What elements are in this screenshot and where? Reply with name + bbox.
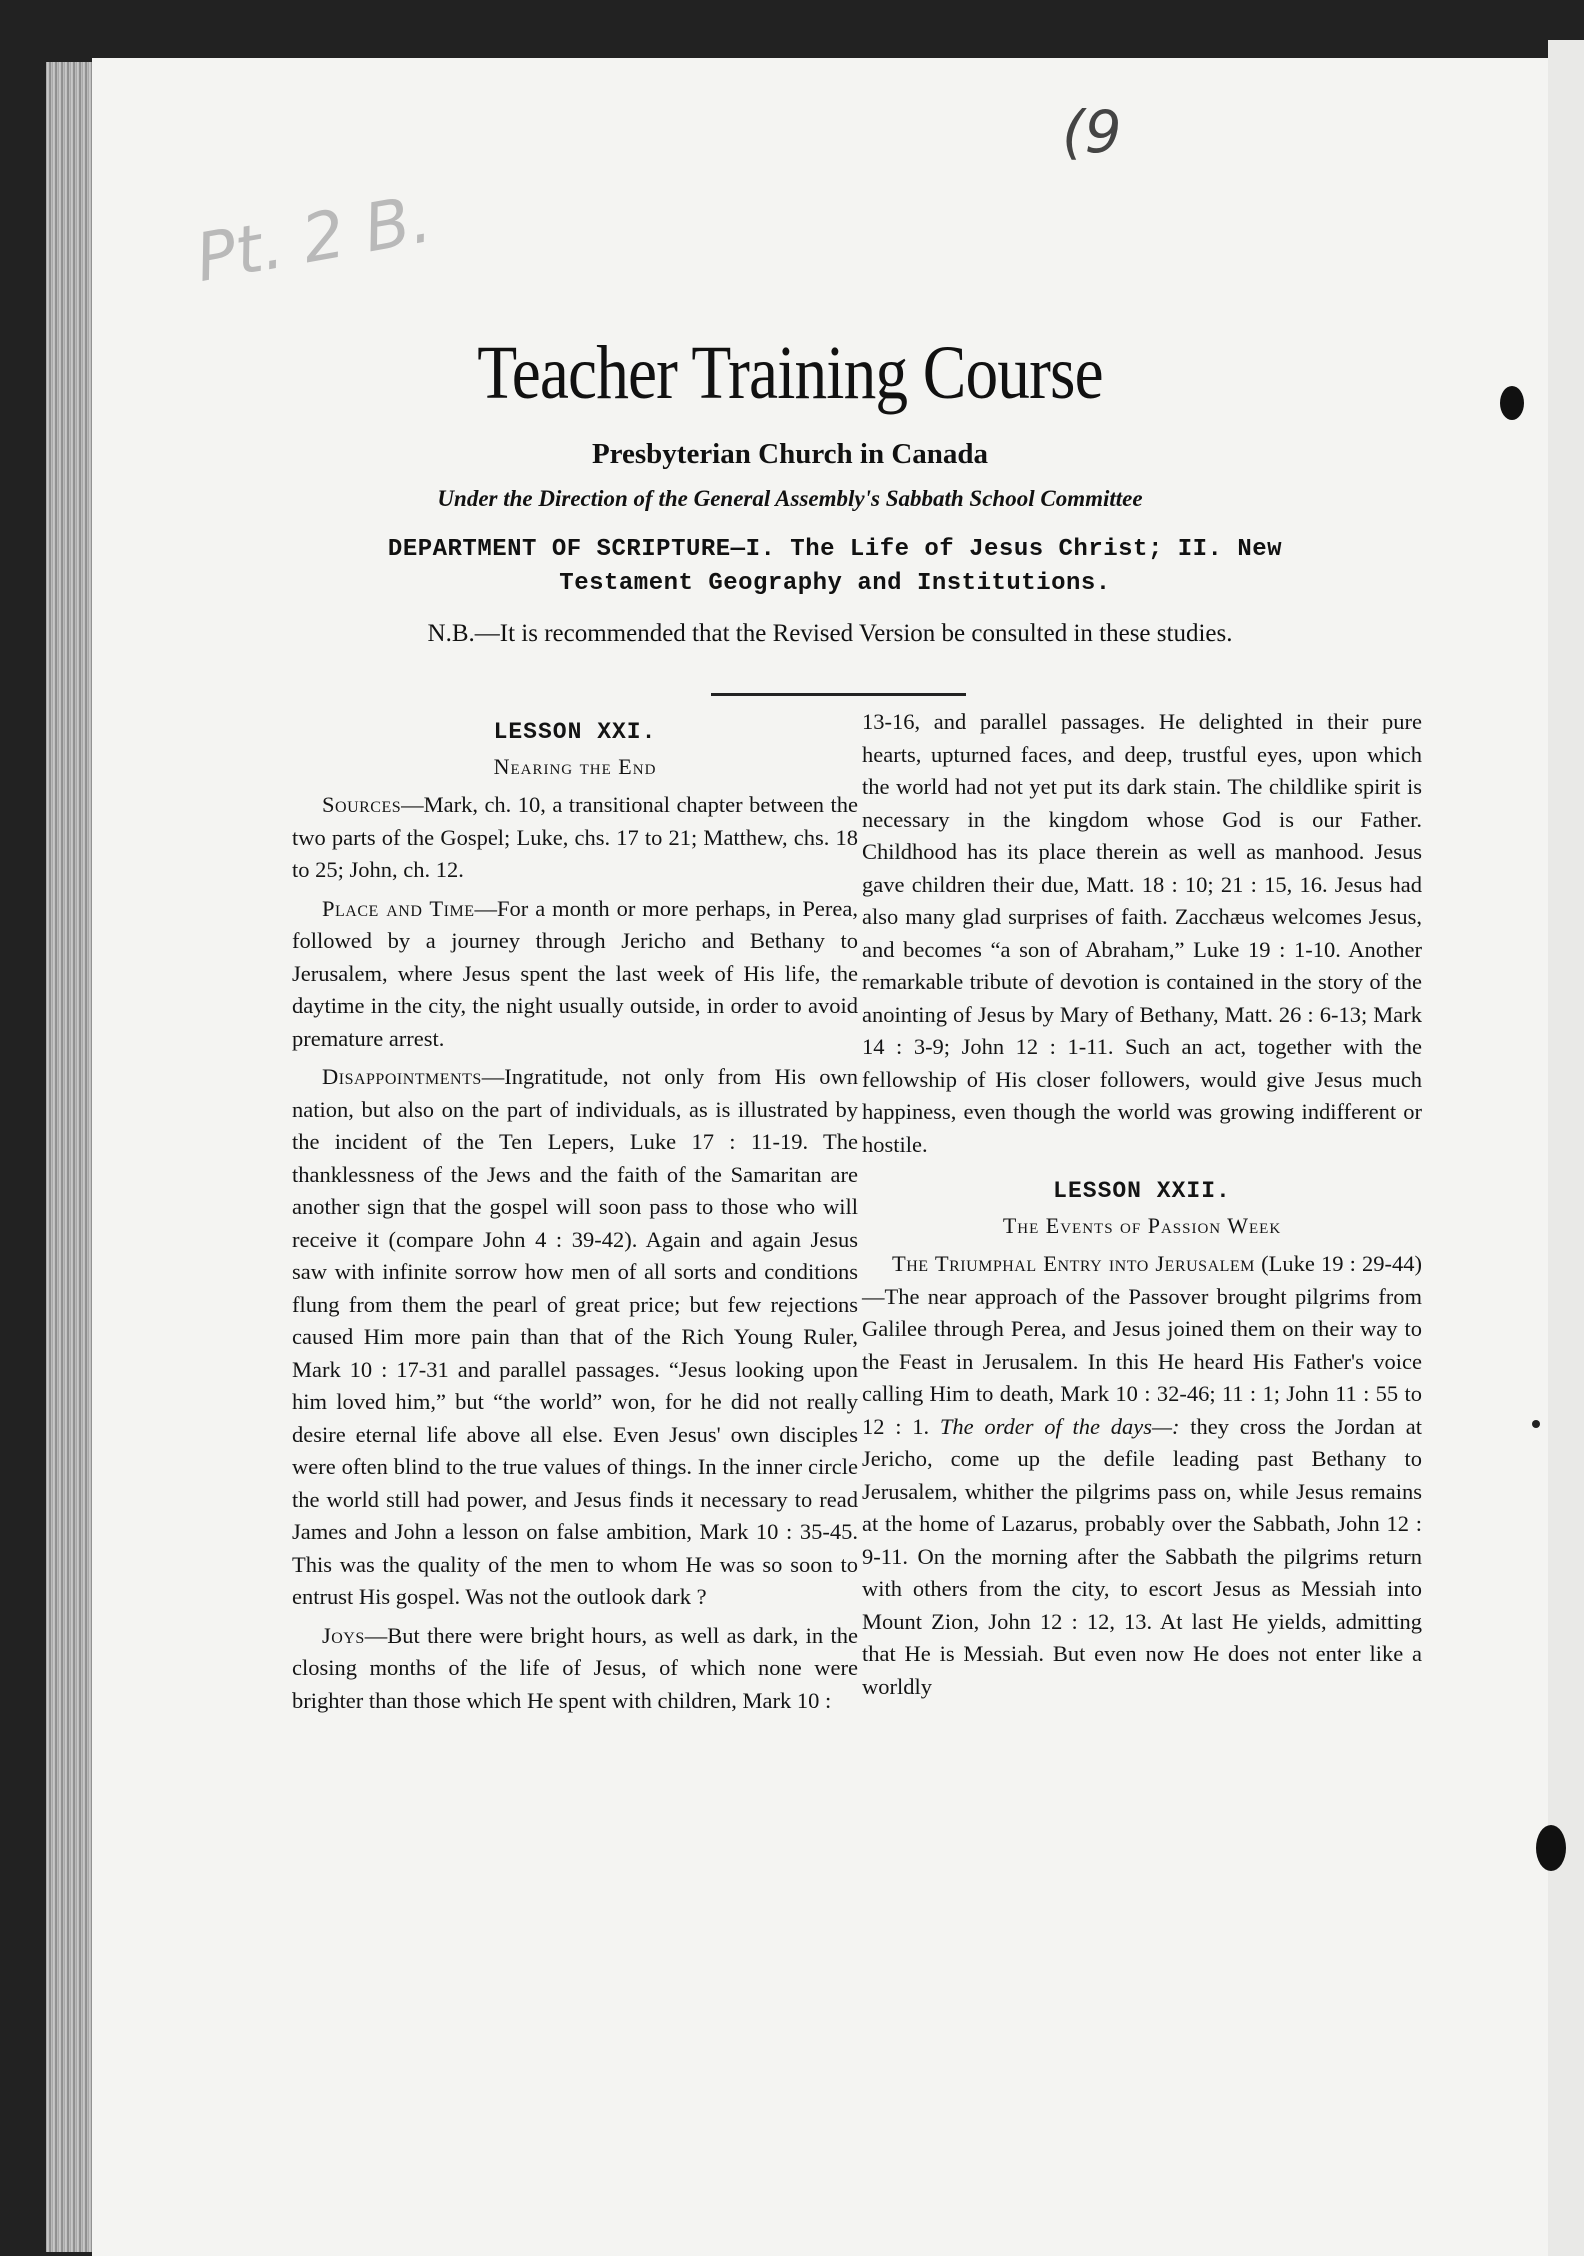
facing-page-edge xyxy=(1548,40,1584,2256)
place-label: Place and Time xyxy=(322,895,475,921)
entry-paragraph xyxy=(862,1248,1422,1703)
joys-label: Joys xyxy=(322,1622,365,1648)
entry-italic: The order of the days—: xyxy=(939,1413,1180,1439)
joys-continued: 13-16, and parallel passages. He delighted in their pure hearts, upturned faces, and deep, trustful eyes, upon which the world had not yet put its dark stain. The childlike spirit is necessary in the kingdom whose God is our Father. Childhood has its place therein as well as manhood. Jesus gave children their due, Matt. 18 : 10; 21 : 15, 16. Jesus had also many glad surprises of faith. Zacchæus welcomes Jesus, and becomes “a son of Abraham,” Luke 19 : 1-10. Another remarkable tribute of devotion is contained in the story of the anointing of Jesus by Mary of Bethany, Matt. 26 : 6-13; Mark 14 : 3-9; John 12 : 1-11. Such an act, together with the fellowship of His closer followers, would give Jesus much happiness, even though the world was growing indifferent or hostile. xyxy=(862,709,1422,1157)
sources-text: —Mark, ch. 10, a transitional chapter between the two parts of the Gospel; Luke, chs. 17 to 21; Matthew, chs. 18 to 25; John, ch. 12. xyxy=(292,792,858,882)
pencil-margin-note: Pt. 2 B. xyxy=(190,180,437,297)
department-line-1: DEPARTMENT OF SCRIPTURE—I. The Life of Jesus Christ; II. New xyxy=(387,536,1283,563)
department-heading xyxy=(300,533,1370,601)
church-name: Presbyterian Church in Canada xyxy=(591,438,989,470)
place-text: —For a month or more perhaps, in Perea, followed by a journey through Jericho and Bethany to Jerusalem, where Jesus spent the last week of His life, the daytime in the city, the night usually outside, in order to avoid premature arrest. xyxy=(292,895,858,1051)
committee-direction: Under the Direction of the General Assembly's Sabbath School Committee xyxy=(437,486,1143,511)
sources-paragraph xyxy=(292,789,858,887)
lesson-22-subheading: The Events of Passion Week xyxy=(1002,1212,1282,1238)
lesson-21-subheading: Nearing the End xyxy=(493,753,657,779)
lesson-22-heading: LESSON XXII. xyxy=(1053,1178,1231,1204)
entry-label: The Triumphal Entry into Jerusalem xyxy=(892,1251,1255,1276)
nb-note: N.B.—It is recommended that the Revised Version be consulted in these studies. xyxy=(427,620,1233,647)
page-title: Teacher Training Course xyxy=(477,331,1103,415)
entry-text-b: they cross the Jordan at Jericho, come up the defile leading past Bethany to Jerusalem, whither the pilgrims pass on, while Jesus remains at the home of Lazarus, probably over the Sabbath, John 12 : 9-11. On the morning after the Sabbath the pilgrims return with others from the city, to escort Jesus as Messiah into Mount Zion, John 12 : 12, 13. At last He yields, admitting that He is Messiah. But even now He does not enter like a worldly xyxy=(862,1413,1422,1699)
lesson-21-heading: LESSON XXI. xyxy=(493,719,657,745)
entry-text-a: (Luke 19 : 29-44)—The near approach of the Passover brought pilgrims from Galilee through Perea, and Jesus joined them on their way to the Feast in Jerusalem. In this He heard His Father's voice calling Him to death, Mark 10 : 32-46; 11 : 1; John 11 : 55 to 12 : 1. xyxy=(862,1251,1422,1439)
ink-dot xyxy=(1532,1420,1540,1428)
joys-paragraph xyxy=(292,1620,858,1718)
section-divider xyxy=(711,693,966,696)
handwritten-page-number: (9 xyxy=(1062,98,1122,166)
disappointments-paragraph xyxy=(292,1061,858,1614)
left-column xyxy=(292,710,858,1723)
disappointments-label: Disappointments xyxy=(322,1064,482,1089)
place-paragraph xyxy=(292,893,858,1056)
joys-text: —But there were bright hours, as well as dark, in the closing months of the life of Jesus, of which none were brighter than those which He spent with children, Mark 10 : xyxy=(292,1622,858,1713)
disappointments-text: —Ingratitude, not only from His own nation, but also on the part of individuals, as is illustrated by the incident of the Ten Lepers, Luke 17 : 11-19. The thanklessness of the Jews and the faith of the Samaritan are another sign that the gospel will soon pass to those who will receive it (compare John 4 : 39-42). Again and again Jesus saw with infinite sorrow how men of all sorts and conditions flung from them the pearl of great price; but few rejections caused Him more pain than that of the Rich Young Ruler, Mark 10 : 17-31 and parallel passages. “Jesus looking upon him loved him,” but “the world” won, for he did not really desire eternal life above all else. Even Jesus' own disciples were often blind to the true values of things. In the inner circle the world still had power, and Jesus finds it necessary to read James and John a lesson on false ambition, Mark 10 : 35-45. This was the quality of the men to whom He was so soon to entrust His gospel. Was not the outlook dark ? xyxy=(292,1064,858,1609)
right-column xyxy=(862,706,1422,1709)
binding-hole-bottom xyxy=(1536,1825,1566,1871)
binding-hole-top xyxy=(1500,386,1524,420)
department-line-2: Testament Geography and Institutions. xyxy=(559,570,1111,597)
sources-label: Sources xyxy=(322,792,402,817)
